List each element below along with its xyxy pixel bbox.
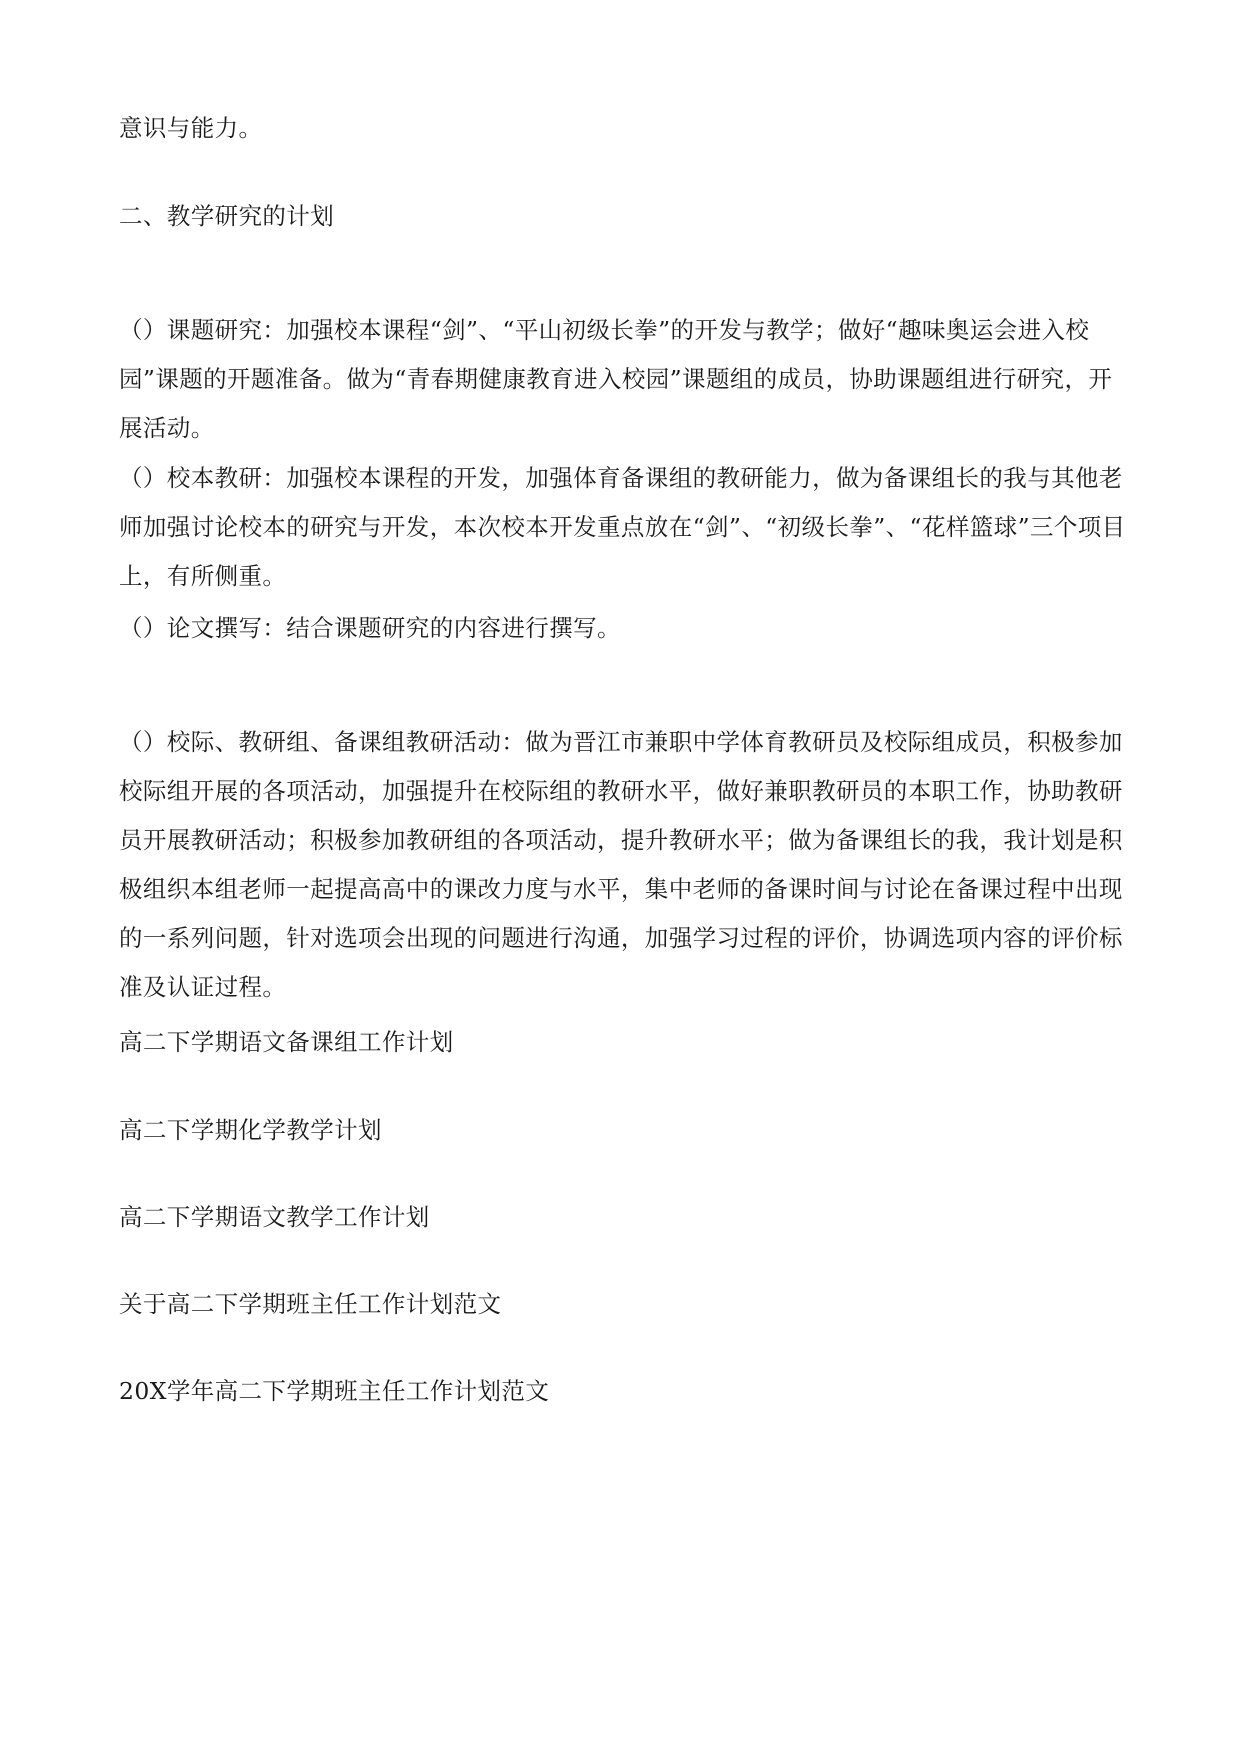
related-link-chemistry-plan[interactable]: 高二下学期化学教学计划 [119, 1116, 382, 1144]
related-link-item [119, 1106, 1131, 1155]
related-link-item [119, 1193, 1131, 1242]
related-link-chinese-prep-plan[interactable]: 高二下学期语文备课组工作计划 [119, 1028, 454, 1056]
paragraph-research-topic: （）课题研究：加强校本课程“剑”、“平山初级长拳”的开发与教学；做好“趣味奥运会进入校园”课题的开题准备。做为“青春期健康教育进入校园”课题组的成员，协助课题组进行研究，开展活动。 [119, 316, 1113, 442]
paragraph-school-research: （）校本教研：加强校本课程的开发，加强体育备课组的教研能力，做为备课组长的我与其他老师加强讨论校本的研究与开发，本次校本开发重点放在“剑”、“初级长拳”、“花样篮球”三个项目上，有所侧重。 [119, 464, 1126, 590]
related-link-item [119, 1018, 1131, 1067]
paragraph-teaching-activities: （）校际、教研组、备课组教研活动：做为晋江市兼职中学体育教研员及校际组成员，积极参加校际组开展的各项活动，加强提升在校际组的教研水平，做好兼职教研员的本职工作，协助教研员开展教研活动；积极参加教研组的各项活动，提升教研水平；做为备课组长的我，我计划是积极组织本组老师一起提高高中的课改力度与水平，集中老师的备课时间与讨论在备课过程中出现的一系列问题，针对选项会出现的问题进行沟通，加强学习过程的评价，协调选项内容的评价标准及认证过程。 [119, 728, 1123, 1001]
section-heading: 二、教学研究的计划 [119, 202, 335, 230]
related-link-head-teacher-plan[interactable]: 关于高二下学期班主任工作计划范文 [119, 1290, 502, 1318]
related-link-head-teacher-plan-20x[interactable]: 20X学年高二下学期班主任工作计划范文 [119, 1377, 550, 1405]
related-link-chinese-teaching-plan[interactable]: 高二下学期语文教学工作计划 [119, 1203, 430, 1231]
continuation-text: 意识与能力。 [119, 114, 263, 142]
related-link-item [119, 1280, 1131, 1329]
paragraph-paper-writing: （）论文撰写：结合课题研究的内容进行撰写。 [119, 614, 621, 642]
related-link-item [119, 1367, 1131, 1416]
